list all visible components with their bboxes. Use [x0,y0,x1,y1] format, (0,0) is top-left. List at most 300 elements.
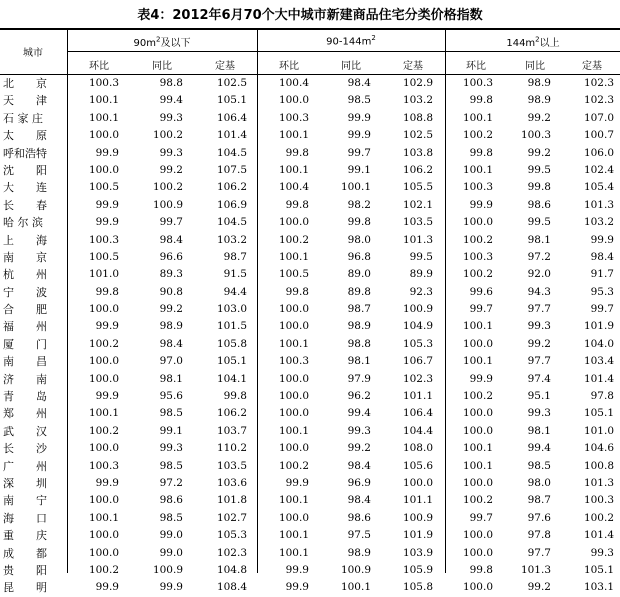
value-cell: 101.5 [216,320,247,333]
table-row [0,197,620,214]
value-cell: 104.8 [216,563,247,576]
value-cell: 99.9 [95,390,119,403]
value-cell: 99.8 [469,146,493,159]
value-cell: 99.1 [347,163,371,176]
value-cell: 99.8 [95,285,119,298]
subheader-base-2: 定基 [403,61,423,72]
value-cell: 105.3 [216,529,247,542]
value-cell: 100.0 [88,163,119,176]
city-cell: 长 春 [3,198,47,212]
value-cell: 99.9 [159,581,183,594]
value-cell: 99.7 [590,303,614,316]
value-cell: 100.2 [583,511,614,524]
value-cell: 99.8 [285,146,309,159]
value-cell: 96.6 [159,250,183,263]
value-cell: 105.4 [583,181,614,194]
value-cell: 101.9 [583,320,614,333]
value-cell: 105.8 [402,581,433,594]
table-title: 表4：2012年6月70个大中城市新建商品住宅分类价格指数 [137,8,483,23]
value-cell: 100.3 [462,77,493,89]
table-row [0,145,620,162]
value-cell: 100.1 [340,581,371,594]
value-cell: 99.8 [469,563,493,576]
value-cell: 98.1 [527,424,551,437]
value-cell: 95.3 [590,285,614,298]
value-cell: 99.8 [347,216,371,229]
table-row [0,353,620,370]
value-cell: 100.0 [278,303,309,316]
value-cell: 97.6 [527,511,551,524]
value-cell: 99.3 [527,320,551,333]
value-cell: 99.9 [285,581,309,594]
value-cell: 100.3 [583,494,614,507]
table-row [0,527,620,544]
value-cell: 100.0 [88,355,119,368]
table-row [0,388,620,405]
value-cell: 102.3 [402,372,433,385]
value-cell: 100.2 [462,129,493,142]
table-row [0,92,620,109]
value-cell: 100.3 [462,181,493,194]
value-cell: 98.8 [159,77,183,89]
table-row [0,301,620,318]
value-cell: 96.8 [347,250,371,263]
city-cell: 青 岛 [3,390,47,404]
value-cell: 98.4 [159,337,183,350]
value-cell: 99.9 [95,476,119,489]
subheader-mom-2: 环比 [279,61,299,72]
value-cell: 100.7 [583,129,614,142]
value-cell: 99.3 [590,546,614,559]
value-cell: 99.3 [159,146,183,159]
city-cell: 南 宁 [3,494,47,508]
city-cell: 沈 阳 [3,163,47,177]
value-cell: 104.5 [216,146,247,159]
value-cell: 100.0 [462,216,493,229]
value-cell: 102.1 [402,198,433,211]
value-cell: 105.3 [402,337,433,350]
value-cell: 102.3 [216,546,247,559]
value-cell: 100.1 [278,250,309,263]
value-cell: 92.0 [527,268,551,281]
table-row [0,475,620,492]
value-cell: 101.1 [402,390,433,403]
value-cell: 99.6 [469,285,493,298]
value-cell: 99.2 [159,303,183,316]
header-group-3: $144m^2$以上 [506,35,560,49]
value-cell: 104.0 [583,337,614,350]
value-cell: 100.1 [88,111,119,124]
value-cell: 98.4 [347,494,371,507]
table-row [0,249,620,266]
city-cell: 石 家 庄 [3,111,43,125]
value-cell: 98.4 [159,233,183,246]
value-cell: 102.3 [583,94,614,107]
value-cell: 100.1 [462,355,493,368]
value-cell: 99.4 [527,442,551,455]
value-cell: 97.4 [527,372,551,385]
value-cell: 97.7 [527,303,551,316]
value-cell: 100.2 [152,181,183,194]
value-cell: 108.4 [216,581,247,594]
value-cell: 98.4 [590,250,614,263]
value-cell: 101.0 [88,268,119,281]
city-cell: 北 京 [3,77,47,90]
table-row [0,179,620,196]
city-cell: 上 海 [3,233,47,247]
table-row [0,510,620,527]
value-cell: 91.5 [223,268,247,281]
city-cell: 福 州 [3,320,47,334]
value-cell: 89.9 [409,268,433,281]
value-cell: 97.7 [527,546,551,559]
value-cell: 98.6 [527,198,551,211]
value-cell: 99.8 [527,181,551,194]
city-cell: 杭 州 [3,268,47,282]
city-cell: 南 京 [3,250,47,264]
value-cell: 106.4 [402,407,433,420]
table-row [0,162,620,179]
value-cell: 99.5 [527,216,551,229]
value-cell: 97.8 [527,529,551,542]
table-row [0,579,620,596]
value-cell: 106.2 [402,163,433,176]
value-cell: 102.4 [583,163,614,176]
table-row [0,440,620,457]
value-cell: 103.5 [402,216,433,229]
value-cell: 98.0 [527,476,551,489]
value-cell: 100.2 [278,233,309,246]
city-cell: 贵 阳 [3,563,47,577]
value-cell: 100.0 [88,494,119,507]
table-body [0,75,620,597]
value-cell: 106.0 [583,146,614,159]
value-cell: 100.3 [278,355,309,368]
value-cell: 98.5 [159,459,183,472]
value-cell: 95.1 [527,390,551,403]
value-cell: 98.4 [347,459,371,472]
value-cell: 99.9 [95,581,119,594]
value-cell: 98.9 [347,320,371,333]
value-cell: 97.0 [159,355,183,368]
table-row [0,318,620,335]
subheader-yoy-3: 同比 [525,61,545,72]
value-cell: 100.9 [402,303,433,316]
value-cell: 110.2 [216,442,247,455]
value-cell: 99.8 [469,94,493,107]
value-cell: 98.6 [159,494,183,507]
value-cell: 100.0 [278,372,309,385]
value-cell: 104.5 [216,216,247,229]
value-cell: 92.3 [409,285,433,298]
value-cell: 98.7 [527,494,551,507]
table-row [0,423,620,440]
value-cell: 102.7 [216,511,247,524]
value-cell: 99.9 [285,476,309,489]
value-cell: 89.8 [347,285,371,298]
value-cell: 98.5 [347,94,371,107]
value-cell: 100.1 [462,320,493,333]
price-index-table [0,28,620,595]
value-cell: 106.2 [216,181,247,194]
header-city: 城市 [23,48,43,59]
city-cell: 合 肥 [3,303,47,317]
value-cell: 98.5 [159,407,183,420]
value-cell: 100.2 [462,268,493,281]
subheader-yoy-1: 同比 [152,61,172,72]
value-cell: 99.8 [223,390,247,403]
value-cell: 99.2 [527,111,551,124]
value-cell: 100.0 [462,581,493,594]
value-cell: 100.1 [278,424,309,437]
value-cell: 99.2 [527,146,551,159]
value-cell: 107.0 [583,111,614,124]
value-cell: 100.0 [402,476,433,489]
value-cell: 99.9 [347,129,371,142]
subheader-yoy-2: 同比 [341,61,361,72]
value-cell: 100.9 [402,511,433,524]
table-row [0,458,620,475]
value-cell: 100.0 [278,442,309,455]
value-cell: 98.5 [159,511,183,524]
value-cell: 100.9 [152,563,183,576]
value-cell: 100.8 [583,459,614,472]
value-cell: 100.2 [462,233,493,246]
value-cell: 100.0 [462,424,493,437]
value-cell: 101.4 [216,129,247,142]
city-cell: 昆 明 [3,581,47,595]
value-cell: 103.6 [216,476,247,489]
value-cell: 100.0 [88,129,119,142]
value-cell: 103.8 [402,146,433,159]
value-cell: 101.8 [216,494,247,507]
value-cell: 99.3 [527,407,551,420]
value-cell: 100.1 [278,529,309,542]
value-cell: 103.9 [402,546,433,559]
value-cell: 103.2 [402,94,433,107]
value-cell: 95.6 [159,390,183,403]
value-cell: 100.5 [278,268,309,281]
city-cell: 天 津 [3,94,47,108]
value-cell: 100.0 [462,529,493,542]
city-cell: 长 沙 [3,442,47,456]
value-cell: 100.1 [278,163,309,176]
value-cell: 100.2 [88,563,119,576]
value-cell: 104.1 [216,372,247,385]
value-cell: 99.7 [159,216,183,229]
value-cell: 99.8 [285,285,309,298]
value-cell: 101.1 [402,494,433,507]
value-cell: 100.1 [88,511,119,524]
value-cell: 108.0 [402,442,433,455]
value-cell: 104.4 [402,424,433,437]
value-cell: 100.0 [278,94,309,107]
value-cell: 100.0 [88,303,119,316]
value-cell: 100.0 [278,407,309,420]
city-cell: 宁 波 [3,285,47,299]
value-cell: 100.1 [462,163,493,176]
value-cell: 100.0 [462,337,493,350]
value-cell: 106.7 [402,355,433,368]
value-cell: 103.4 [583,355,614,368]
value-cell: 107.5 [216,163,247,176]
subheader-mom-3: 环比 [466,61,486,72]
subheader-mom-1: 环比 [89,61,109,72]
city-cell: 济 南 [3,372,47,386]
value-cell: 94.3 [527,285,551,298]
value-cell: 98.5 [527,459,551,472]
value-cell: 100.1 [462,442,493,455]
value-cell: 100.3 [88,459,119,472]
value-cell: 91.7 [590,268,614,281]
city-cell: 哈 尔 滨 [3,216,43,230]
value-cell: 104.6 [583,442,614,455]
value-cell: 99.0 [159,529,183,542]
city-cell: 太 原 [3,129,47,143]
table-row [0,336,620,353]
value-cell: 100.9 [340,563,371,576]
value-cell: 99.9 [469,198,493,211]
value-cell: 103.0 [216,303,247,316]
city-cell: 重 庆 [3,529,47,543]
header-group-1: $90m^2$及以下 [133,35,191,49]
value-cell: 101.3 [520,563,551,576]
value-cell: 100.0 [462,476,493,489]
value-cell: 98.1 [527,233,551,246]
city-cell: 大 连 [3,181,47,195]
value-cell: 108.8 [402,111,433,124]
value-cell: 100.3 [88,233,119,246]
value-cell: 100.3 [278,111,309,124]
value-cell: 100.3 [88,77,119,89]
table-row [0,371,620,388]
value-cell: 100.4 [278,77,309,89]
value-cell: 101.3 [402,233,433,246]
value-cell: 97.5 [347,529,371,542]
value-cell: 100.2 [462,390,493,403]
value-cell: 99.3 [159,111,183,124]
city-cell: 南 昌 [3,355,47,369]
value-cell: 106.4 [216,111,247,124]
value-cell: 99.1 [159,424,183,437]
value-cell: 99.9 [347,111,371,124]
value-cell: 103.1 [583,581,614,594]
value-cell: 100.1 [278,129,309,142]
value-cell: 99.7 [469,303,493,316]
value-cell: 100.1 [278,494,309,507]
value-cell: 99.9 [469,372,493,385]
value-cell: 100.5 [88,250,119,263]
subheader-base-3: 定基 [582,61,602,72]
value-cell: 100.1 [278,337,309,350]
value-cell: 89.0 [347,268,371,281]
value-cell: 105.1 [216,355,247,368]
value-cell: 90.8 [159,285,183,298]
city-cell: 武 汉 [3,424,47,438]
value-cell: 105.5 [402,181,433,194]
value-cell: 97.7 [527,355,551,368]
value-cell: 100.1 [340,181,371,194]
value-cell: 99.9 [95,146,119,159]
value-cell: 98.9 [527,94,551,107]
value-cell: 96.2 [347,390,371,403]
value-cell: 99.8 [285,198,309,211]
value-cell: 98.9 [159,320,183,333]
value-cell: 98.6 [347,511,371,524]
value-cell: 99.4 [347,407,371,420]
value-cell: 100.2 [88,424,119,437]
value-cell: 99.5 [409,250,433,263]
value-cell: 102.9 [402,77,433,89]
value-cell: 100.0 [88,442,119,455]
value-cell: 101.3 [583,198,614,211]
value-cell: 100.0 [278,216,309,229]
value-cell: 99.3 [159,442,183,455]
value-cell: 103.2 [216,233,247,246]
value-cell: 104.9 [402,320,433,333]
value-cell: 100.0 [88,546,119,559]
value-cell: 100.3 [462,250,493,263]
value-cell: 99.5 [527,163,551,176]
value-cell: 98.2 [347,198,371,211]
value-cell: 99.9 [95,216,119,229]
value-cell: 105.1 [583,563,614,576]
value-cell: 100.1 [278,546,309,559]
value-cell: 102.5 [402,129,433,142]
city-cell: 厦 门 [3,337,47,351]
table-header [0,30,620,75]
value-cell: 100.2 [88,337,119,350]
value-cell: 98.7 [347,303,371,316]
value-cell: 98.4 [347,77,371,89]
value-cell: 105.8 [216,337,247,350]
table-row [0,492,620,509]
table-row [0,75,620,92]
value-cell: 99.2 [159,163,183,176]
value-cell: 100.3 [520,129,551,142]
value-cell: 97.9 [347,372,371,385]
value-cell: 99.9 [95,320,119,333]
value-cell: 99.2 [527,337,551,350]
city-cell: 广 州 [3,459,47,473]
value-cell: 99.9 [95,198,119,211]
value-cell: 100.2 [152,129,183,142]
value-cell: 100.1 [88,94,119,107]
value-cell: 101.9 [402,529,433,542]
value-cell: 98.9 [527,77,551,89]
value-cell: 99.7 [469,511,493,524]
city-cell: 呼和浩特 [3,146,47,160]
value-cell: 103.5 [216,459,247,472]
value-cell: 105.9 [402,563,433,576]
value-cell: 99.0 [159,546,183,559]
value-cell: 106.2 [216,407,247,420]
value-cell: 100.1 [462,111,493,124]
value-cell: 100.4 [278,181,309,194]
value-cell: 99.3 [347,424,371,437]
value-cell: 100.0 [462,546,493,559]
value-cell: 99.4 [159,94,183,107]
value-cell: 102.5 [216,77,247,89]
value-cell: 102.3 [583,77,614,89]
value-cell: 100.0 [88,529,119,542]
value-cell: 98.8 [347,337,371,350]
value-cell: 100.0 [278,320,309,333]
value-cell: 99.9 [590,233,614,246]
value-cell: 98.7 [223,250,247,263]
value-cell: 89.3 [159,268,183,281]
value-cell: 99.2 [527,581,551,594]
